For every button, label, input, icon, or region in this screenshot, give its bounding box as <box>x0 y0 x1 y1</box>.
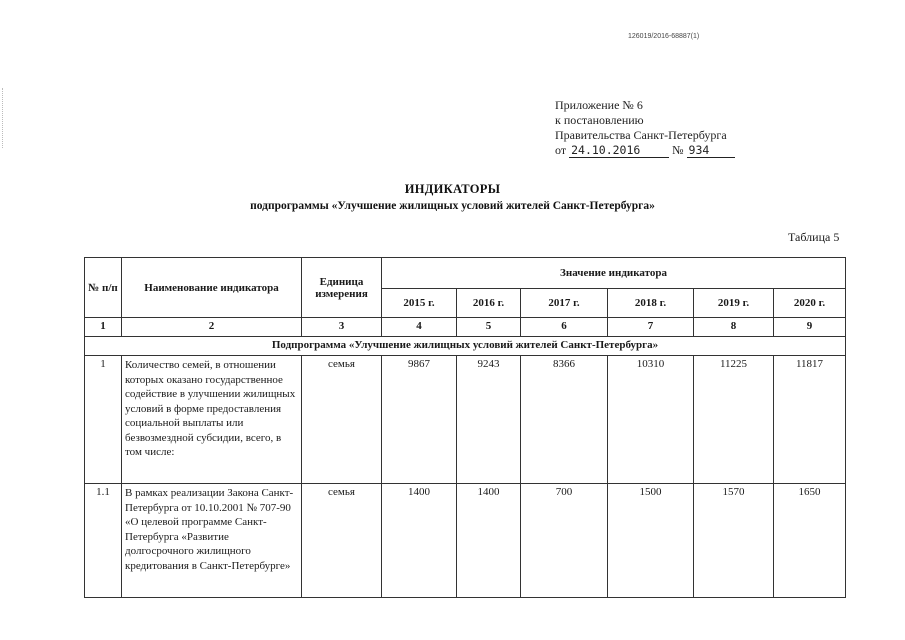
header-num: № п/п <box>85 258 122 318</box>
column-number: 6 <box>521 318 608 337</box>
column-number: 8 <box>694 318 774 337</box>
column-number: 3 <box>302 318 382 337</box>
header-year: 2019 г. <box>694 289 774 318</box>
indicators-table <box>84 257 846 598</box>
column-number: 2 <box>122 318 302 337</box>
table-label: Таблица 5 <box>788 230 840 244</box>
page-title: ИНДИКАТОРЫ <box>404 182 501 196</box>
appendix-line-3: Правительства Санкт-Петербурга <box>555 128 727 142</box>
header-year: 2016 г. <box>457 289 521 318</box>
column-number: 9 <box>774 318 846 337</box>
row-name: В рамках реализации Закона Санкт-Петербурга от 10.10.2001 № 707-90 «О целевой программе Санкт-Петербурга «Развитие долгосрочного жилищного кредитования в Санкт-Петербурге» <box>122 484 302 598</box>
subprogram-row <box>85 337 846 356</box>
header-year: 2015 г. <box>382 289 457 318</box>
subprogram-title: Подпрограмма «Улучшение жилищных условий жителей Санкт-Петербурга» <box>85 337 846 356</box>
row-value: 8366 <box>521 356 608 484</box>
row-value: 11817 <box>774 356 846 484</box>
row-value: 700 <box>521 484 608 598</box>
number-sign: № <box>672 143 684 157</box>
row-unit: семья <box>302 484 382 598</box>
row-value: 1400 <box>382 484 457 598</box>
row-num: 1 <box>85 356 122 484</box>
column-number: 7 <box>608 318 694 337</box>
row-value: 1400 <box>457 484 521 598</box>
header-year: 2018 г. <box>608 289 694 318</box>
row-value: 1570 <box>694 484 774 598</box>
document-id: 126019/2016-68887(1) <box>628 33 700 40</box>
margin-marks <box>2 88 5 148</box>
row-name: Количество семей, в отношении которых оказано государственное содействие в улучшении жилищных условий в форме предоставления социальной выплаты или безвозмездной субсидии, всего, в том числе: <box>122 356 302 484</box>
row-value: 1650 <box>774 484 846 598</box>
row-value: 9867 <box>382 356 457 484</box>
appendix-line-2: к постановлению <box>555 113 644 127</box>
row-value: 11225 <box>694 356 774 484</box>
column-number-row <box>85 318 846 337</box>
table-row <box>85 356 846 484</box>
header-name: Наименование индикатора <box>122 258 302 318</box>
date-prefix: от <box>555 143 567 157</box>
header-row-1 <box>85 258 846 289</box>
number-value: 934 <box>687 144 735 158</box>
header-unit: Единица измерения <box>302 258 382 318</box>
row-value: 1500 <box>608 484 694 598</box>
header-year: 2017 г. <box>521 289 608 318</box>
header-year: 2020 г. <box>774 289 846 318</box>
header-value: Значение индикатора <box>382 258 846 289</box>
table-row <box>85 484 846 598</box>
column-number: 4 <box>382 318 457 337</box>
appendix-line-1: Приложение № 6 <box>555 98 643 112</box>
row-num: 1.1 <box>85 484 122 598</box>
row-value: 10310 <box>608 356 694 484</box>
appendix-block <box>555 98 735 158</box>
row-unit: семья <box>302 356 382 484</box>
page-subtitle: подпрограммы «Улучшение жилищных условий жителей Санкт-Петербурга» <box>250 200 655 212</box>
appendix-date-line <box>555 143 735 158</box>
column-number: 5 <box>457 318 521 337</box>
date-value: 24.10.2016 <box>569 144 669 158</box>
column-number: 1 <box>85 318 122 337</box>
row-value: 9243 <box>457 356 521 484</box>
